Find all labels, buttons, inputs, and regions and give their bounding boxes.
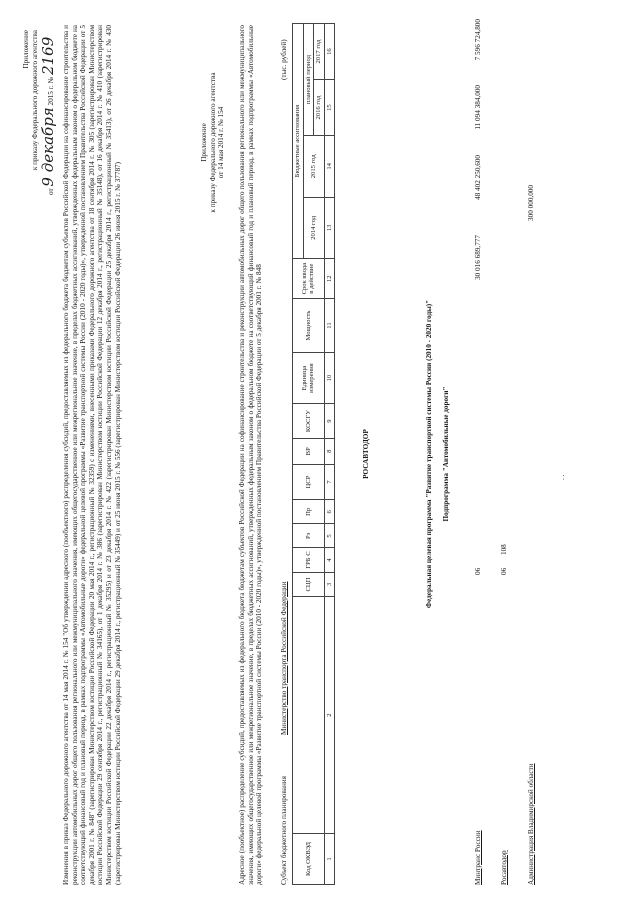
row-2017-mintrans: 7 596 724,800 xyxy=(474,19,482,61)
th-2017: 2017 год xyxy=(314,24,325,80)
handwritten-date: 9 декабря xyxy=(39,107,57,187)
col-number: 10 xyxy=(324,352,335,404)
appendix1-year-number-label: 2015 г. № xyxy=(47,76,55,106)
col-number: 11 xyxy=(324,299,335,353)
stray-dots: . . xyxy=(558,474,566,480)
table-number-row xyxy=(324,24,335,885)
th-2015: 2015 год xyxy=(303,136,324,198)
th-vr: ВР xyxy=(293,438,325,464)
col-number: 2 xyxy=(324,597,335,834)
col-number: 5 xyxy=(324,524,335,548)
th-grbs: ГРБ С xyxy=(293,548,325,572)
th-unit: Единица измерения xyxy=(293,352,325,404)
col-number: 14 xyxy=(324,136,335,198)
th-name xyxy=(293,597,325,834)
program-title: Федеральная целевая программа "Развитие транспортной системы России (2010 - 2020 годы)" xyxy=(425,299,433,609)
th-kosgu: КОСГУ xyxy=(293,404,325,438)
agency-row: РОСАВТОДОР xyxy=(362,429,370,479)
th-power: Мощность xyxy=(293,299,325,353)
appendix1-agency-line: к приказу Федерального дорожного агентства xyxy=(30,30,39,171)
row-2014-mintrans: 30 016 689,777 xyxy=(474,235,482,280)
appendix2-label: Приложение xyxy=(200,123,208,162)
budget-table xyxy=(292,23,335,885)
col-number: 6 xyxy=(324,500,335,524)
col-number: 9 xyxy=(324,404,335,438)
row-name-mintrans: Минтранс России xyxy=(474,830,482,885)
appendix2-date-line: от 14 мая 2014 г. № 154 xyxy=(217,106,226,179)
row-2015-vladimir: 300 000,000 xyxy=(527,185,535,221)
th-pr: Пр xyxy=(293,500,325,524)
th-2016: 2016 год xyxy=(314,80,325,136)
th-2014: 2014 год xyxy=(303,197,324,259)
col-number: 3 xyxy=(324,572,335,597)
amendments-intro-paragraph: Изменения в приказ Федерального дорожного агентства от 14 мая 2014 г. № 154 "Об утверждении адресного (пообъектного) распределения субсидий, предоставляемых из федерального бюджета бюджетам субъектов Российской Федерации на софинансирование строительства и реконструкции автомобильных дорог общего пользования регионального или межмуниципального значения, имеющих общегосударственное или межрегиональное значение, в пределах бюджетных ассигнований, утвержденных федеральным законом о федеральном бюджете на соответствующий финансовый год и плановый период, в рамках подпрограммы «Автомобильные дороги» федеральной целевой программы «Развитие транспортной системы России (2010 - 2020 годы)», утвержденной постановлением Правительства Российской Федерации от 5 декабря 2001 г. № 848" (зарегистрирован Министерством юстиции Российской Федерации 20 мая 2014 г., регистрационный № 32359) с изменениями, внесенными приказами Федерального дорожного агентства от 18 сентября 2014 г. № 305 (зарегистрирован Министерством юстиции Российской Федерации 29 сентября 2014 г., регистрационный № 34165), от 1 декабря 2014 г. № 386 (зарегистрирован Министерством юстиции Российской Федерации 12 декабря 2014 г., регистрационный № 35148), от 16 декабря 2014 г. № 410 (зарегистрирован Министерством юстиции Российской Федерации 22 декабря 2014 г., регистрационный № 35295) и от 23 декабря 2014 г. № 422 (зарегистрирован Министерством юстиции Российской Федерации 25 декабря 2014 г., регистрационный № 35413), от 26 декабря 2014 г. № 430 (зарегистрирован Министерством юстиции Российской Федерации 29 декабря 2014 г., регистрационный № 35449) и от 25 июня 2015 г. № 556 (зарегистрирован Министерством юстиции Российской Федерации 26 июня 2015 г. № 37787) xyxy=(62,25,122,885)
th-okved: Код ОКВЭД xyxy=(293,833,325,884)
rotated-document-page xyxy=(10,15,630,895)
col-number: 1 xyxy=(324,833,335,884)
row-2016-mintrans: 11 094 384,000 xyxy=(474,85,482,130)
appendix2-block xyxy=(200,30,226,255)
handwritten-order-number: 2169 xyxy=(39,36,57,75)
th-csr: ЦСР xyxy=(293,464,325,500)
col-number: 13 xyxy=(324,197,335,259)
col-number: 4 xyxy=(324,548,335,572)
distribution-title: Адресное (пообъектное) распределение субсидий, предоставляемых из федерального бюджета бюджетам субъектов Российской Федерации на софинансирование строительства и реконструкции автомобильных дорог общего пользования регионального или межмуниципального значения, имеющих общегосударственное или межрегиональное значение, в пределах бюджетных ассигнований, утвержденных федеральным законом о федеральном бюджете на соответствующий финансовый год и плановый период, в рамках подпрограммы «Автомобильные дороги» федеральной целевой программы «Развитие транспортной системы России (2010 - 2020 годы)», утвержденной постановлением Правительства Российской Федерации от 5 декабря 2001 г. № 848 xyxy=(238,25,264,885)
row-name-rosavtodor: Росавтодор xyxy=(500,850,508,885)
planning-subject-label: Субъект бюджетного планирования xyxy=(280,776,288,885)
th-rz: Рз xyxy=(293,524,325,548)
row-grbs-rosavtodor: 06 xyxy=(500,567,508,575)
appendix2-agency-line: к приказу Федерального дорожного агентства xyxy=(208,72,217,213)
row-pr-rosavtodor: 108 xyxy=(500,544,508,555)
appendix1-block xyxy=(22,30,39,255)
unit-label: (тыс. рублей) xyxy=(280,39,288,80)
row-name-vladimir: Администрация Владимирской области xyxy=(527,763,535,885)
table-header-row xyxy=(293,24,304,885)
col-number: 7 xyxy=(324,464,335,500)
th-budget: Бюджетные ассигнования xyxy=(293,24,304,259)
th-plan-period: плановый период xyxy=(303,24,314,136)
row-grbs-mintrans: 06 xyxy=(474,567,482,575)
row-2015-mintrans: 48 402 250,600 xyxy=(474,155,482,200)
appendix1-label: Приложение xyxy=(22,30,30,69)
subprogram-title: Подпрограмма "Автомобильные дороги" xyxy=(442,386,450,522)
th-term: Срок ввода в действие xyxy=(293,259,325,299)
planning-subject-value: Министерство транспорта Российской Федерации xyxy=(280,581,288,735)
appendix1-date-line xyxy=(39,15,57,195)
col-number: 8 xyxy=(324,438,335,464)
appendix1-prefix: от xyxy=(47,188,55,195)
col-number: 16 xyxy=(324,24,335,80)
th-scp: СЦП xyxy=(293,572,325,597)
col-number: 15 xyxy=(324,80,335,136)
col-number: 12 xyxy=(324,259,335,299)
